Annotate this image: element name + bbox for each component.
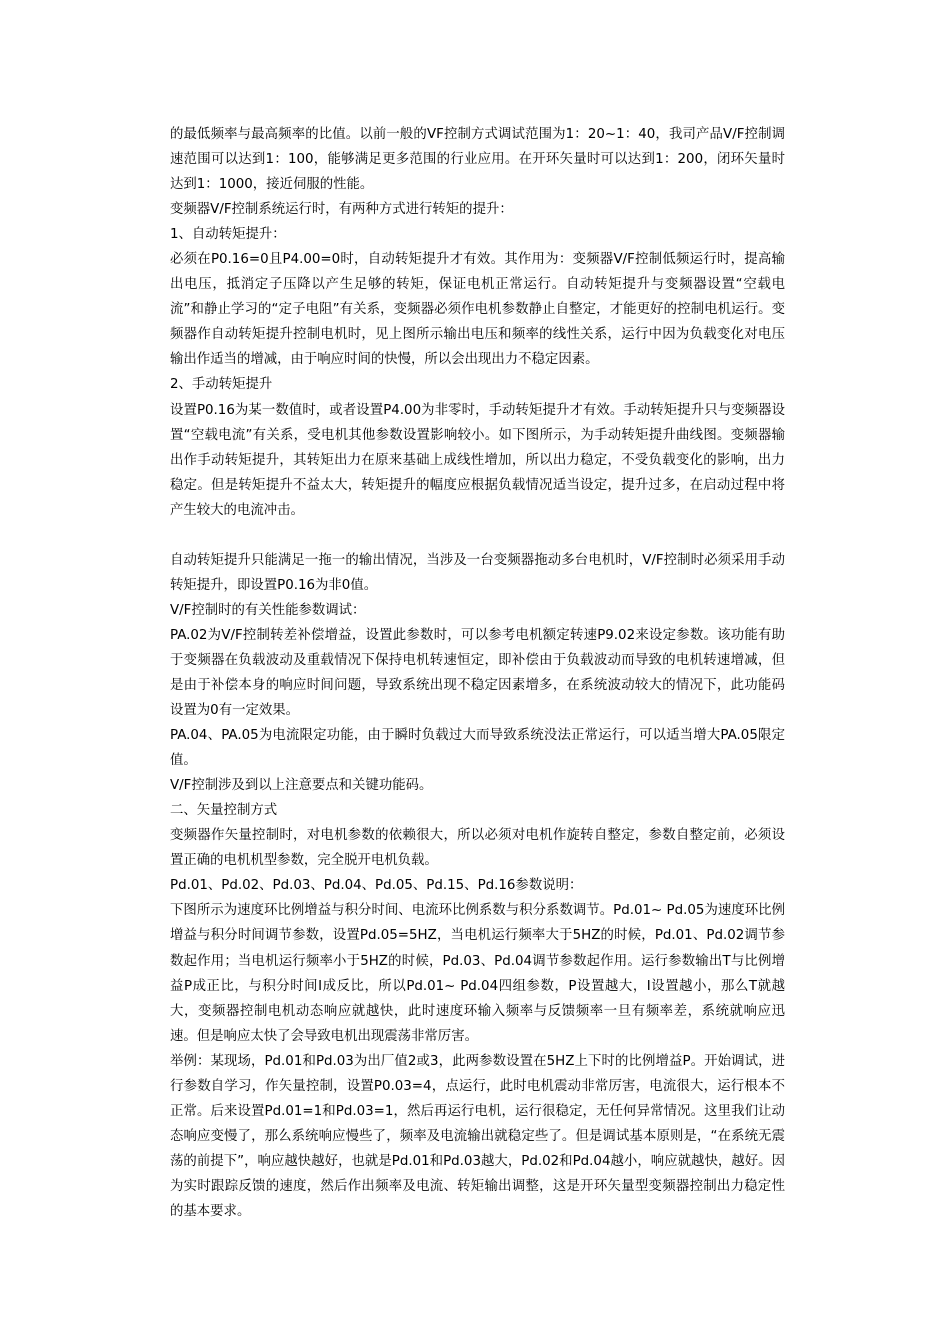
document-body — [170, 122, 785, 1224]
paragraph-pa02: PA.02为V/F控制转差补偿增益，设置此参数时，可以参考电机额定转速P9.02来设定参数。该功能有助于变频器在负载波动及重载情况下保持电机转速恒定，即补偿由于负载波动而导致的电机转速增减，但是由于补偿本身的响应时间问题，导致系统出现不稳定因素增多，在系统波动较大的情况下，此功能码设置为0有一定效果。 — [170, 627, 785, 719]
paragraph-example: 举例：某现场，Pd.01和Pd.03为出厂值2或3，此两参数设置在5HZ上下时的比例增益P。开始调试，进行参数自学习，作矢量控制，设置P0.03=4，点运行，此时电机震动非常厉害，电流很大，运行根本不正常。后来设置Pd.01=1和Pd.03=1，然后再运行电机，运行很稳定，无任何异常情况。这里我们让动态响应变慢了，那么系统响应慢些了，频率及电流输出就稳定些了。但是调试基本原则是，“在系统无震荡的前提下”，响应越快越好，也就是Pd.01和Pd.03越大，Pd.02和Pd.04越小，响应就越快，越好。因为实时跟踪反馈的速度，然后作出频率及电流、转矩输出调整，这是开环矢量型变频器控制出力稳定性的基本要求。 — [170, 1053, 785, 1219]
paragraph-vf-summary: V/F控制涉及到以上注意要点和关键功能码。 — [170, 778, 433, 794]
blank-line — [170, 523, 785, 548]
paragraph-auto-torque-boost: 必须在P0.16=0且P4.00=0时，自动转矩提升才有效。其作用为：变频器V/F控制低频运行时，提高输出电压，抵消定子压降以产生足够的转矩，保证电机正常运行。自动转矩提升与变频器设置“空载电流”和静止学习的“定子电阻”有关系，变频器必须作电机参数静止自整定，才能更好的控制电机运行。变频器作自动转矩提升控制电机时，见上图所示输出电压和频率的线性关系，运行中因为负载变化对电压输出作适当的增减，由于响应时间的快慢，所以会出现出力不稳定因素。 — [170, 252, 785, 368]
paragraph-one-to-one: 自动转矩提升只能满足一拖一的输出情况，当涉及一台变频器拖动多台电机时，V/F控制时必须采用手动转矩提升，即设置P0.16为非0值。 — [170, 552, 785, 593]
paragraph-manual-torque-boost: 设置P0.16为某一数值时，或者设置P4.00为非零时，手动转矩提升才有效。手动转矩提升只与变频器设置“空载电流”有关系，受电机其他参数设置影响较小。如下图所示，为手动转矩提升曲线图。变频器输出作手动转矩提升，其转矩出力在原来基础上成线性增加，所以出力稳定，不受负载变化的影响，出力稳定。但是转矩提升不益太大，转矩提升的幅度应根据负载情况适当设定，提升过多，在启动过程中将产生较大的电流冲击。 — [170, 402, 785, 518]
heading-vector-control: 二、矢量控制方式 — [170, 803, 278, 819]
paragraph-speed-loop: 下图所示为速度环比例增益与积分时间、电流环比例系数与积分系数调节。Pd.01~ Pd.05为速度环比例增益与积分时间调节参数，设置Pd.05=5HZ，当电机运行频率大于5HZ的时候，Pd.01、Pd.02调节参数起作用；当电机运行频率小于5HZ的时候，Pd.03、Pd.04调节参数起作用。运行参数输出T与比例增益P成正比，与积分时间I成反比，所以Pd.01~ Pd.04四组参数，P设置越大，I设置越小，那么T就越大，变频器控制电机动态响应就越快，此时速度环输入频率与反馈频率一旦有频率差，系统就响应迅速。但是响应太快了会导致电机出现震荡非常厉害。 — [170, 903, 785, 1044]
heading-auto-torque-boost: 1、自动转矩提升： — [170, 227, 286, 243]
heading-vf-parameters: V/F控制时的有关性能参数调试： — [170, 602, 366, 618]
paragraph-vector-control: 变频器作矢量控制时，对电机参数的依赖很大，所以必须对电机作旋转自整定，参数自整定前，必须设置正确的电机机型参数，完全脱开电机负载。 — [170, 828, 785, 869]
heading-manual-torque-boost: 2、手动转矩提升 — [170, 377, 273, 393]
heading-pd-parameters: Pd.01、Pd.02、Pd.03、Pd.04、Pd.05、Pd.15、Pd.16参数说明： — [170, 878, 583, 894]
paragraph-torque-boost-intro: 变频器V/F控制系统运行时，有两种方式进行转矩的提升： — [170, 202, 513, 218]
paragraph-pa04-pa05: PA.04、PA.05为电流限定功能，由于瞬时负载过大而导致系统没法正常运行，可以适当增大PA.05限定值。 — [170, 728, 785, 769]
paragraph-speed-range: 的最低频率与最高频率的比值。以前一般的VF控制方式调试范围为1：20~1：40，我司产品V/F控制调速范围可以达到1：100，能够满足更多范围的行业应用。在开环矢量时可以达到1：200，闭环矢量时达到1：1000，接近伺服的性能。 — [170, 127, 785, 193]
